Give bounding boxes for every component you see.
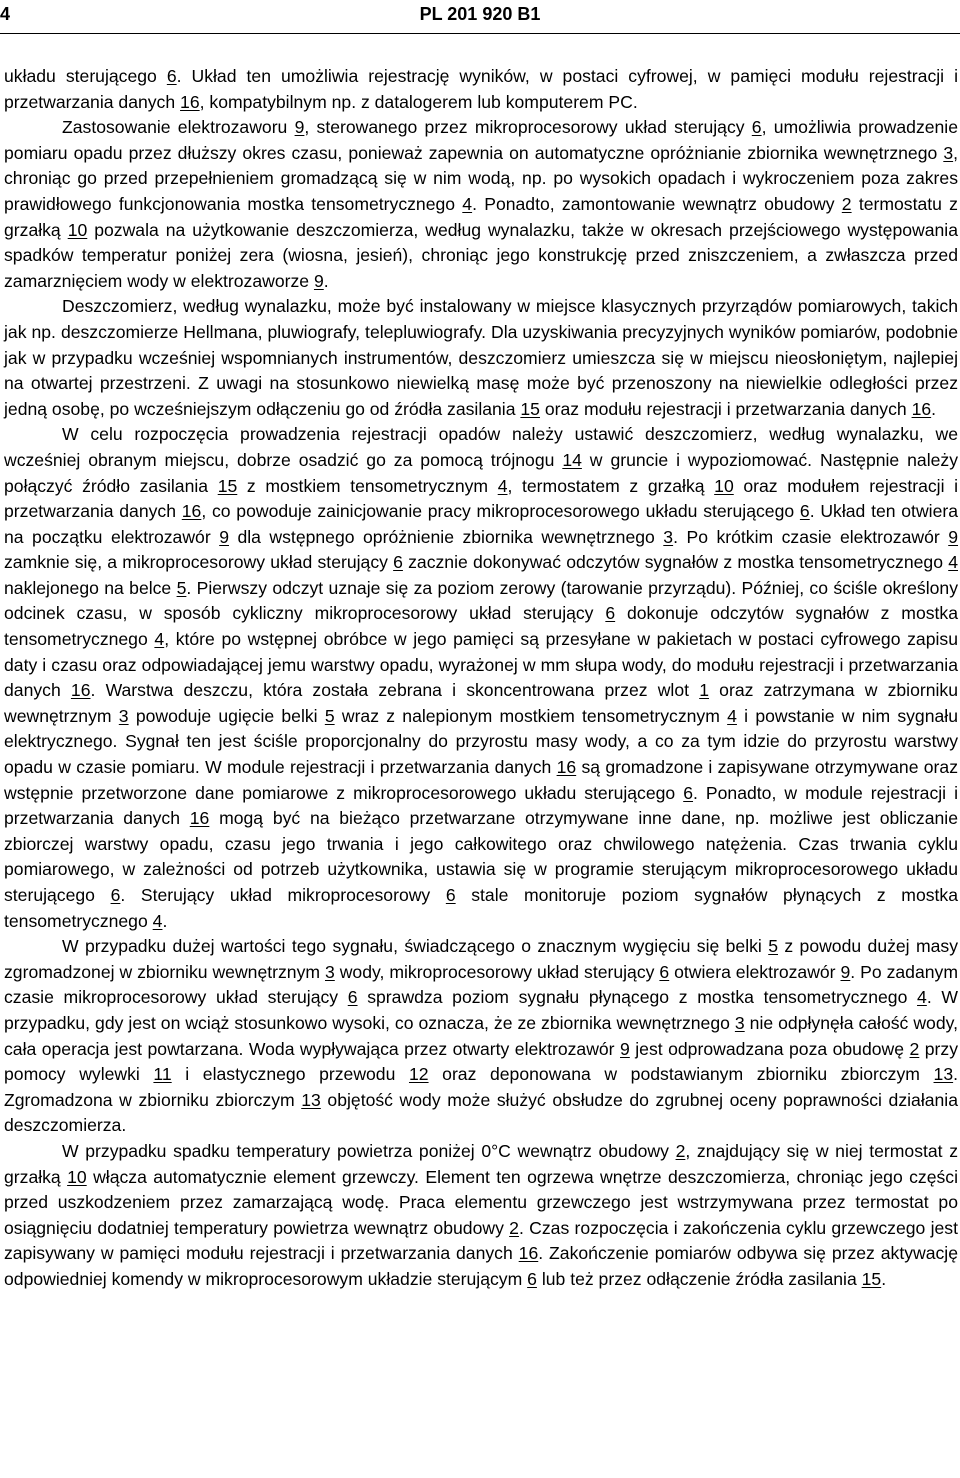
text-run: , kompatybilnym np. z datalogerem lub komputerem PC.	[199, 91, 638, 112]
reference-numeral: 16	[180, 91, 200, 112]
paragraph	[4, 1139, 958, 1293]
text-run: . Ponadto, w module rejestracji i przetwarzania danych	[4, 782, 958, 829]
text-run: , znajdujący się w niej termostat z grzałką	[4, 1140, 958, 1187]
text-run: zamknie się, a mikroprocesorowy układ sterujący	[4, 552, 394, 573]
text-run: zacznie dokonywać odczytów sygnałów z mostka tensometrycznego	[402, 552, 949, 573]
reference-numeral: 6	[659, 961, 670, 982]
text-run: dla wstępnego opróżnienie zbiornika wewnętrznego	[228, 526, 664, 547]
text-run: . Czas rozpoczęcia i zakończenia cyklu grzewczego jest zapisywany w pamięci modułu rejestracji i przetwarzania danych	[4, 1217, 958, 1264]
reference-numeral: 6	[445, 885, 456, 905]
text-run: z powodu dużej masy zgromadzonej w zbiorniku wewnętrznym	[4, 936, 958, 982]
patent-id: PL 201 920 B1	[419, 4, 541, 24]
text-run: objętość wody może służyć obsłudze do zgrubnej oceny poprawności działania deszczomierza.	[4, 1089, 958, 1136]
paragraph	[4, 422, 958, 934]
reference-numeral: 5	[768, 936, 778, 957]
reference-numeral: 6	[605, 603, 616, 624]
text-run: oraz deponowana w podstawianym zbiorniku zbiorczym	[428, 1064, 934, 1085]
reference-numeral: 16	[189, 808, 210, 829]
text-run: pozwala na użytkowanie deszczomierza, według wynalazku, także w okresach przejściowego występowania spadków temperatur poniżej zera (wiosna, jesień), chroniąc jego konstrukcję przed zniszczeniem, a zwłaszcza przed zamarznięciem wody w elektrozaworze	[4, 219, 958, 291]
text-run: W przypadku spadku temperatury powietrza poniżej 0°C wewnątrz obudowy	[62, 1140, 676, 1161]
text-run: stale monitoruje poziom sygnałów płynących z mostka tensometrycznego	[4, 885, 958, 931]
reference-numeral: 9	[840, 961, 851, 982]
reference-numeral: 6	[527, 1268, 537, 1289]
text-run: są gromadzone i zapisywane otrzymywane oraz wstępnie przetworzone dane pomiarowe z mikroprocesorowego układu sterującego	[4, 757, 958, 803]
text-run: Zastosowanie elektrozaworu	[62, 117, 295, 138]
reference-numeral: 6	[393, 552, 403, 573]
reference-numeral: 11	[153, 1064, 172, 1085]
text-run: włącza automatycznie element grzewczy. Element ten ogrzewa wnętrze deszczomierza, chroniąc jego części przed uszkodzeniem przez zamarzającą wodę. Praca elementu grzewczego jest wstrzymywana przez termostat po osiągnięciu dodatniej temperatury powietrza wewnątrz obudowy	[4, 1166, 958, 1238]
reference-numeral: 16	[556, 757, 577, 778]
reference-numeral: 16	[70, 680, 91, 701]
reference-numeral: 9	[294, 117, 305, 138]
text-run: . Układ ten umożliwia rejestrację wyników, w postaci cyfrowej, w pamięci modułu rejestracji i przetwarzania danych	[4, 66, 958, 112]
reference-numeral: 4	[462, 193, 473, 214]
reference-numeral: 4	[497, 475, 508, 496]
text-run: , termostatem z grzałką	[507, 475, 715, 496]
reference-numeral: 16	[911, 398, 932, 419]
reference-numeral: 15	[217, 475, 238, 496]
reference-numeral: 13	[301, 1089, 321, 1110]
text-run: . Po zadanym czasie mikroprocesorowy układ sterujący	[4, 961, 958, 1008]
text-run: W przypadku dużej wartości tego sygnału, świadczącego o znacznym wygięciu się belki	[62, 936, 769, 957]
text-run: oraz zatrzymana w zbiorniku wewnętrznym	[4, 680, 959, 726]
paragraph	[4, 294, 958, 422]
reference-numeral: 10	[67, 1166, 87, 1187]
text-run: przy pomocy wylewki	[4, 1038, 958, 1085]
reference-numeral: 16	[181, 501, 202, 522]
text-run: . Warstwa deszczu, która została zebrana i skoncentrowana przez wlot	[90, 680, 700, 701]
text-run: .	[881, 1268, 887, 1289]
page-header	[0, 4, 960, 30]
text-run: . Sterujący układ mikroprocesorowy	[120, 885, 446, 905]
reference-numeral: 3	[663, 526, 674, 547]
text-run: . Zgromadzona w zbiorniku zbiorczym	[4, 1064, 958, 1110]
text-run: jest odprowadzana poza obudowę	[629, 1038, 910, 1059]
paragraph	[4, 115, 958, 294]
text-run: oraz modułem rejestracji i przetwarzania danych	[4, 475, 959, 522]
text-run: . Ponadto, zamontowanie wewnątrz obudowy	[472, 193, 842, 214]
text-run: . Po krótkim czasie elektrozawór	[673, 526, 949, 547]
text-run: otwiera elektrozawór	[669, 961, 841, 982]
text-run: nie odpłynęła całość wody, cała operacja jest powtarzana. Woda wypływająca przez otwarty elektrozawór	[4, 1012, 958, 1059]
reference-numeral: 9	[948, 526, 959, 547]
reference-numeral: 4	[727, 705, 737, 726]
reference-numeral: 2	[509, 1217, 519, 1238]
text-run: . Układ ten otwiera na początku elektrozawór	[4, 501, 958, 547]
text-run: i powstanie w nim sygnału elektrycznego. Sygnał ten jest ściśle proporcjonalny do przyrostu masy wody, a co za tym idzie do przyrostu warstwy opadu w czasie pomiaru. W module rejestracji i przetwarzania danych	[4, 705, 958, 778]
reference-numeral: 10	[714, 475, 734, 496]
text-run: mogą być na bieżąco przetwarzane otrzymywane inne dane, np. możliwe jest obliczanie zbiorczej warstwy opadu, czasu jego trwania i jego całkowitego oraz chwilowego natężenia. Czas trwania cyklu pomiarowego, w zależności od potrzeb użytkownika, ustawia się w programie sterującym mikroprocesorowego układu sterującego	[4, 808, 958, 905]
text-run: lub też przez odłączenie źródła zasilania	[536, 1268, 862, 1289]
text-run: termostatu z grzałką	[4, 193, 958, 240]
paragraph	[4, 64, 958, 115]
text-run: i elastycznego przewodu	[171, 1064, 409, 1085]
reference-numeral: 3	[943, 142, 954, 163]
text-run: , chroniąc go przed przepełnieniem gromadzącą się w nim wodą, np. po wysokich opadach i wykroczeniem poza zakres prawidłowego funkcjonowania mostka tensometrycznego	[4, 142, 958, 214]
reference-numeral: 3	[324, 961, 335, 982]
text-run: W celu rozpoczęcia prowadzenia rejestracji opadów należy ustawić deszczomierz, według wynalazku, we wcześniej obranym miejscu, dobrze osadzić go za pomocą trójnogu	[4, 424, 958, 470]
reference-numeral: 2	[841, 193, 852, 214]
reference-numeral: 6	[166, 66, 177, 86]
reference-numeral: 13	[933, 1064, 954, 1085]
reference-numeral: 6	[683, 782, 694, 803]
reference-numeral: 4	[154, 629, 165, 650]
text-run: układu sterującego	[4, 66, 167, 86]
reference-numeral: 12	[408, 1064, 429, 1085]
reference-numeral: 9	[313, 270, 324, 291]
text-run: dokonuje odczytów sygnałów z mostka tensometrycznego	[4, 603, 959, 650]
reference-numeral: 6	[751, 117, 762, 138]
reference-numeral: 15	[520, 398, 540, 419]
reference-numeral: 2	[675, 1140, 686, 1161]
text-run: oraz modułu rejestracji i przetwarzania danych	[539, 398, 912, 419]
reference-numeral: 15	[861, 1268, 882, 1289]
reference-numeral: 16	[518, 1243, 539, 1264]
text-run: powoduje ugięcie belki	[128, 705, 325, 726]
text-run: , co powoduje zainicjowanie pracy mikroprocesorowego układu sterującego	[201, 501, 800, 522]
text-run: , sterowanego przez mikroprocesorowy układ sterujący	[304, 117, 752, 138]
reference-numeral: 3	[118, 705, 129, 726]
header-divider	[0, 33, 960, 34]
reference-numeral: 10	[67, 219, 88, 240]
reference-numeral: 3	[734, 1012, 745, 1033]
text-run: . Zakończenie pomiarów odbywa się przez aktywację odpowiedniej komendy w mikroprocesorowym układzie sterującym	[4, 1243, 958, 1289]
text-run: wraz z nalepionym mostkiem tensometrycznym	[334, 705, 728, 726]
reference-numeral: 1	[699, 680, 709, 701]
reference-numeral: 6	[110, 885, 121, 905]
reference-numeral: 6	[347, 987, 358, 1008]
text-run: z mostkiem tensometrycznym	[237, 475, 498, 496]
reference-numeral: 2	[909, 1038, 920, 1059]
reference-numeral: 14	[562, 449, 582, 470]
reference-numeral: 5	[176, 577, 187, 598]
text-run: Deszczomierz, według wynalazku, może być instalowany w miejsce klasycznych przyrządów pomiarowych, takich jak np. deszczomierze Hellmana, pluwiografy, telepluwiografy. Dla uzyskiwania precyzyjnych wyników pomiarów, podobnie jak w przypadku wcześniej wspomnianych instrumentów, deszczomierz umieszcza się w miejscu nieosłoniętym, najlepiej na otwartej przestrzeni. Z uwagi na stosunkowo niewielką masę może być przenoszony na niewielkie odległości przez jedną osobę, po wcześniejszym odłączeniu go od źródła zasilania	[4, 296, 958, 419]
text-run: .	[323, 270, 329, 291]
reference-numeral: 4	[948, 552, 958, 573]
text-run: sprawdza poziom sygnału płynącego z mostka tensometrycznego	[357, 987, 918, 1008]
text-run: , które po wstępnej obróbce w jego pamięci są przesyłane w pakietach w postaci cyfrowego zapisu daty i czasu oraz odpowiadającej jemu warstwy opadu, wyrażonej w mm słupa wody, do modułu rejestracji i przetwarzania danych	[4, 629, 958, 701]
text-run: . W przypadku, gdy jest on wciąż stosunkowo wysoki, co oznacza, że ze zbiornika wewnętrznego	[4, 987, 958, 1033]
text-run: .	[162, 910, 168, 931]
reference-numeral: 9	[219, 526, 229, 547]
text-run: wody, mikroprocesorowy układ sterujący	[334, 961, 660, 982]
text-run: naklejonego na belce	[4, 577, 177, 598]
text-run: . Pierwszy odczyt uznaje się za poziom zerowy (tarowanie przyrządu). Później, co ściśle określony odcinek czasu, w sposób cykliczny mikroprocesorowy układ sterujący	[4, 577, 958, 624]
text-run: , umożliwia prowadzenie pomiaru opadu przez dłuższy okres czasu, ponieważ zapewnia on automatyczne opróżnianie zbiornika wewnętrznego	[4, 117, 958, 163]
reference-numeral: 4	[917, 987, 927, 1008]
reference-numeral: 9	[620, 1038, 630, 1059]
document-body	[4, 64, 958, 1293]
text-run: .	[931, 398, 937, 419]
reference-numeral: 4	[152, 910, 163, 931]
reference-numeral: 6	[799, 501, 810, 522]
reference-numeral: 5	[324, 705, 335, 726]
page-number: 4	[0, 4, 11, 24]
text-run: w gruncie i wypoziomować. Następnie należy połączyć źródło zasilania	[4, 449, 958, 496]
paragraph	[4, 934, 958, 1139]
